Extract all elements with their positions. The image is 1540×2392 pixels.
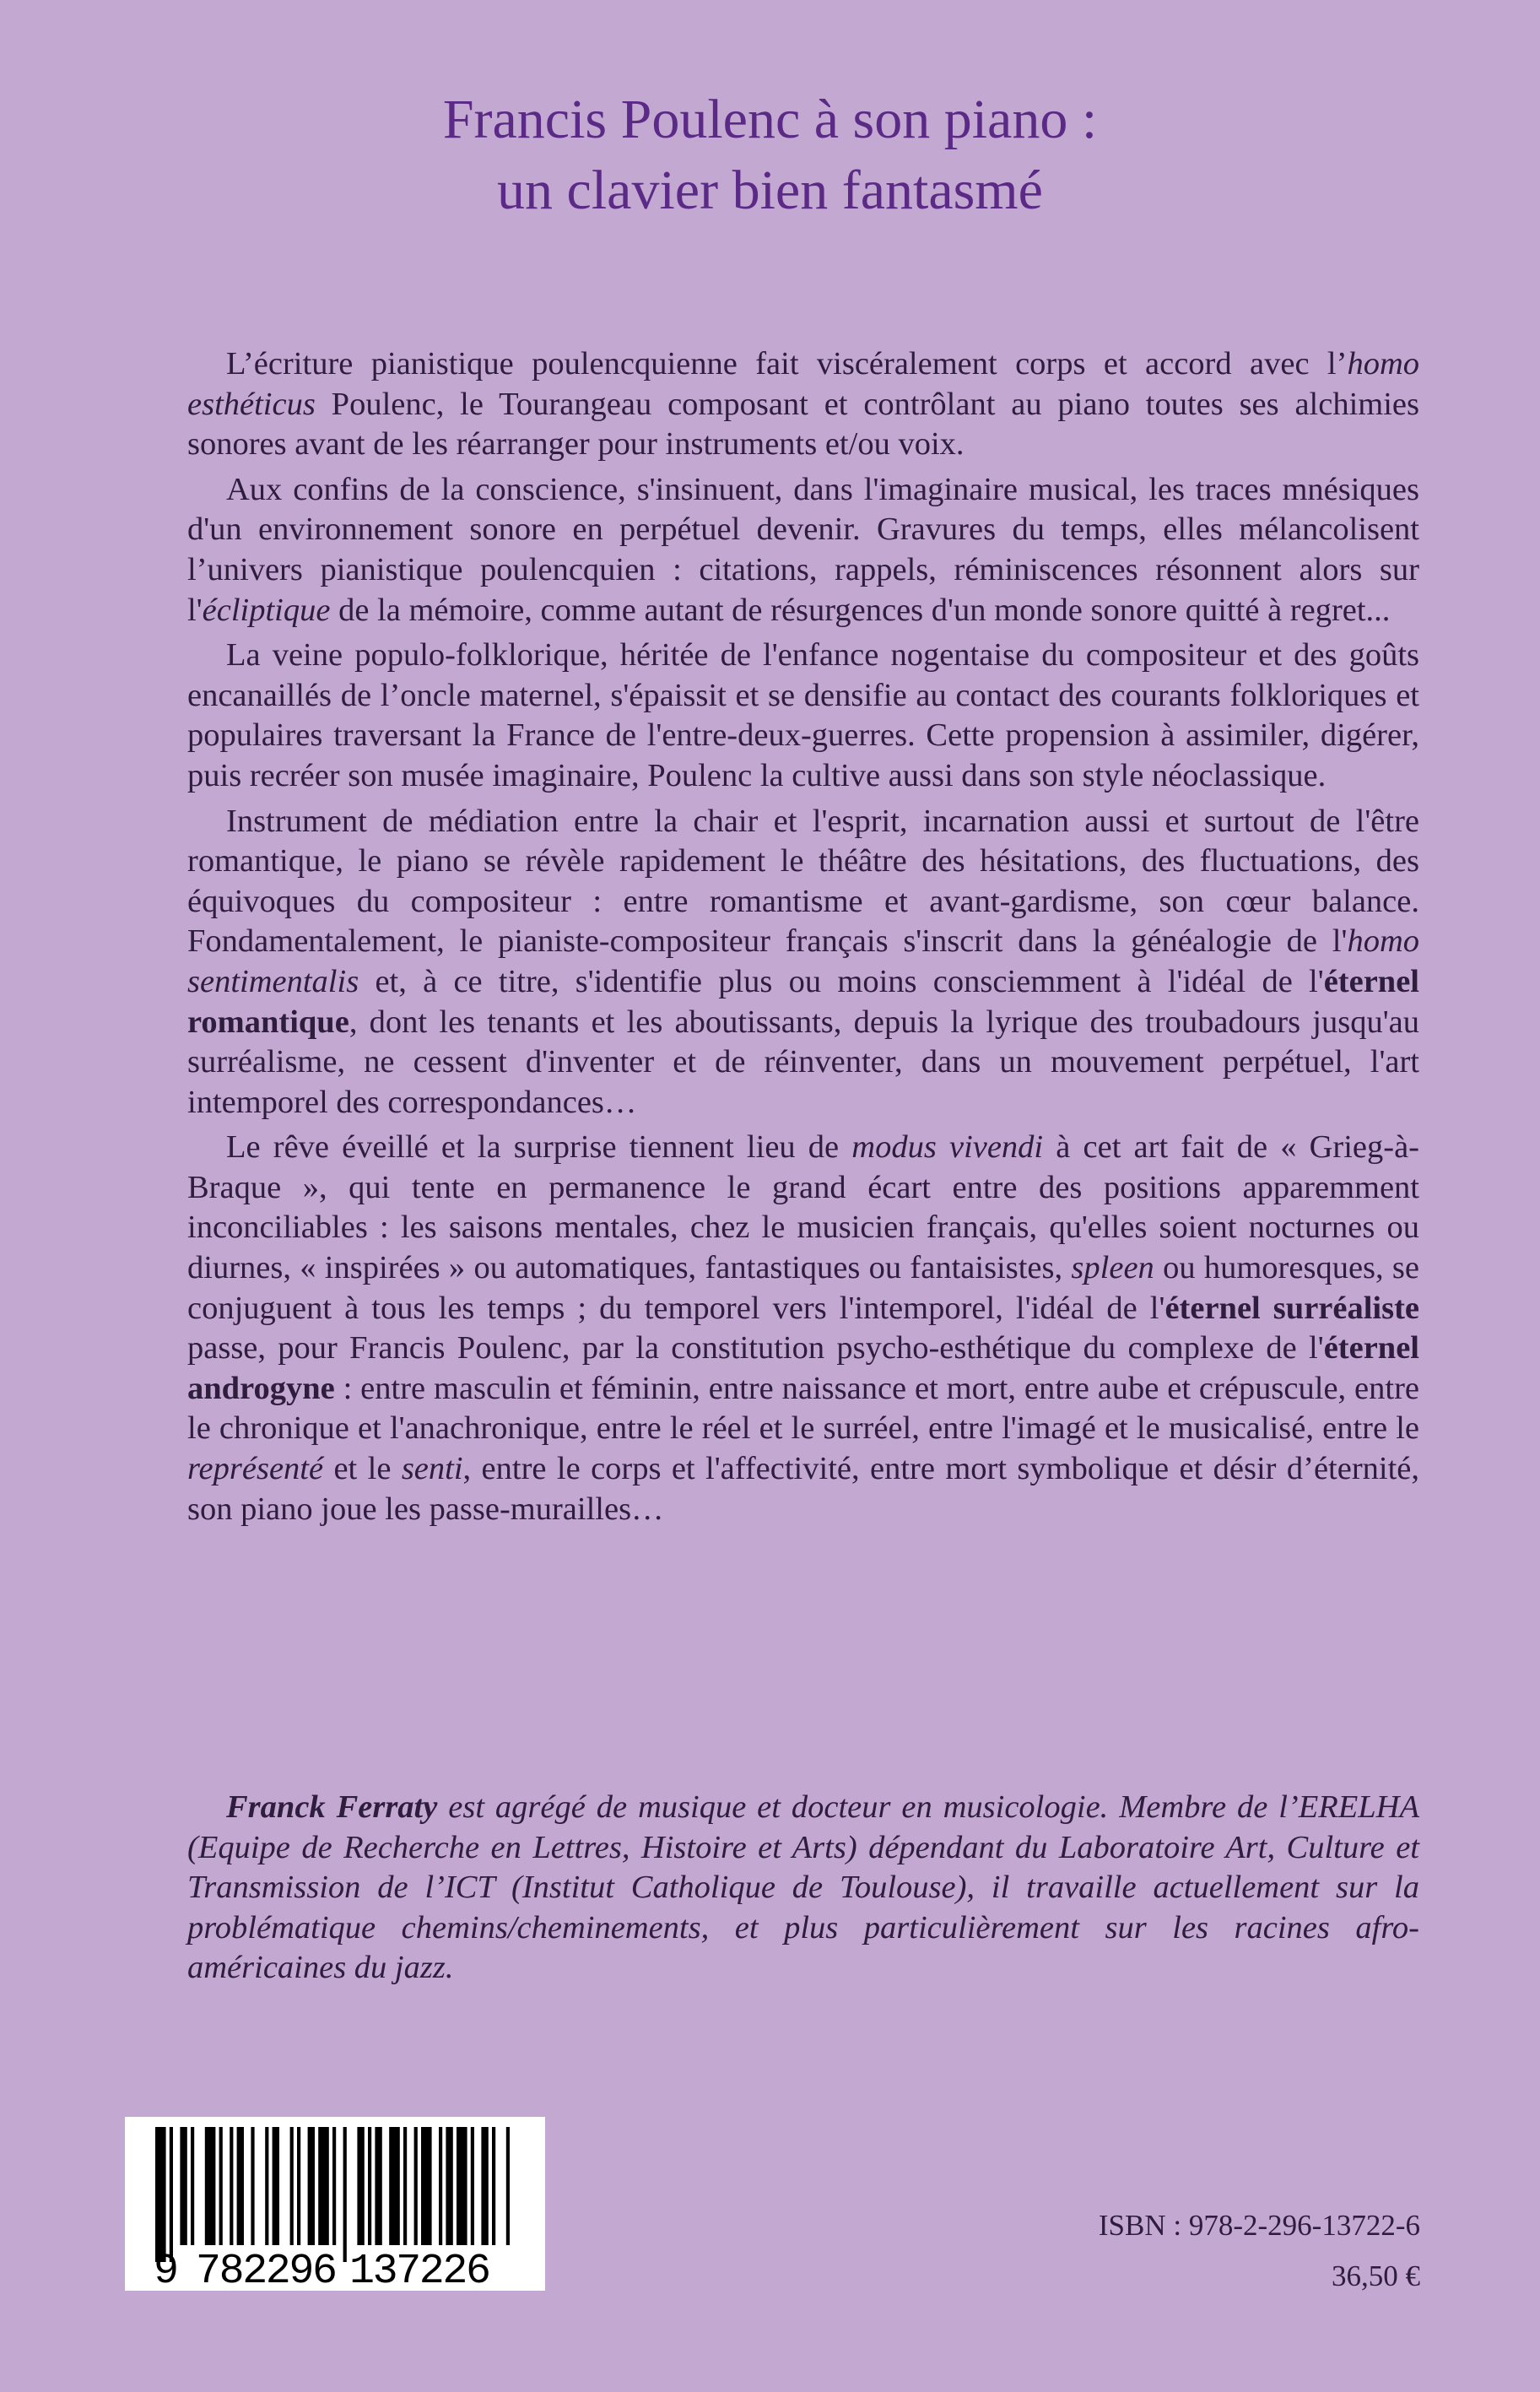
barcode-bar <box>492 2127 495 2245</box>
barcode-bar <box>219 2127 223 2245</box>
blurb-paragraph-4 <box>187 802 1419 1123</box>
barcode-bar <box>265 2127 268 2245</box>
barcode-bar <box>446 2127 452 2245</box>
author-bio <box>187 1788 1419 1989</box>
author-bio-text: est agrégé de musique et docteur en musicologie. Membre de l’ERELHA (Equipe de Recherche en Lettres, Histoire et Arts) dépendant du Laboratoire Art, Culture et Transmission de l’ICT (Institut Catholique de Toulouse), il travaille actuellement sur la problématique chemins/cheminements, et plus particulièrement sur les racines afro-américaines du jazz. <box>187 1789 1419 1986</box>
barcode-digits-group-1: 782296 <box>196 2248 338 2291</box>
blurb-paragraph-5 <box>187 1128 1419 1529</box>
barcode-bar <box>251 2127 254 2245</box>
barcode-bar <box>357 2127 364 2245</box>
barcode-bar <box>375 2127 381 2245</box>
barcode <box>125 2117 545 2291</box>
barcode-bar <box>297 2127 300 2245</box>
text-run: de la mémoire, comme autant de résurgences d'un monde sonore quitté à regret... <box>330 592 1391 628</box>
text-run: et le <box>323 1451 402 1487</box>
barcode-bar <box>457 2127 467 2245</box>
bold-run: éternel surréaliste <box>1164 1290 1419 1326</box>
barcode-bar <box>180 2127 186 2245</box>
barcode-bar <box>421 2127 432 2245</box>
barcode-bar <box>332 2127 336 2245</box>
barcode-bar <box>237 2127 244 2245</box>
italic-run: homo esthéticus <box>187 346 1419 422</box>
text-run: et, à ce titre, s'identifie plus ou moins consciemment à l'idéal de l' <box>359 963 1324 999</box>
italic-run: senti <box>401 1451 463 1487</box>
barcode-first-digit: 9 <box>154 2248 180 2291</box>
barcode-digits-group-2: 137226 <box>349 2248 491 2291</box>
bold-run: éternel androgyne <box>187 1330 1419 1406</box>
barcode-bar <box>205 2127 216 2245</box>
text-run: Poulenc, le Tourangeau composant et contrôlant au piano toutes ses alchimies sonores avant de les réarranger pour instruments et/ou voix. <box>187 386 1419 463</box>
barcode-bar <box>273 2127 279 2245</box>
text-run: ou humoresques, se conjuguent à tous les temps ; du temporel vers l'intemporel, l'idéal de l' <box>187 1250 1420 1326</box>
barcode-bar <box>308 2127 315 2245</box>
barcode-bar <box>155 2127 166 2262</box>
barcode-bar <box>191 2127 194 2245</box>
author-name: Franck Ferraty <box>226 1789 438 1825</box>
price-label: 36,50 € <box>1332 2259 1420 2292</box>
italic-run: spleen <box>1071 1250 1154 1286</box>
barcode-bar <box>230 2127 233 2245</box>
barcode-bar <box>343 2127 347 2262</box>
blurb <box>187 344 1419 1534</box>
barcode-bar <box>506 2127 510 2245</box>
italic-run: écliptique <box>202 592 331 628</box>
book-title <box>0 84 1540 226</box>
title-line-1: Francis Poulenc à son piano : <box>442 89 1098 150</box>
italic-run: représenté <box>187 1451 324 1487</box>
barcode-bar <box>368 2127 371 2245</box>
barcode-bar <box>414 2127 418 2245</box>
blurb-paragraph-1 <box>187 344 1419 465</box>
isbn-label: ISBN : 978-2-296-13722-6 <box>1098 2209 1420 2242</box>
text-run: Aux confins de la conscience, s'insinuent, dans l'imaginaire musical, les traces mnésiques d'un environnement sonore en perpétuel devenir. Gravures du temps, elles mélancolisent l’univers pianistique poulencquien : citations, rappels, réminiscences résonnent alors sur l' <box>187 471 1419 628</box>
title-line-2: un clavier bien fantasmé <box>497 160 1043 221</box>
barcode-bar <box>389 2127 400 2245</box>
bold-run: éternel romantique <box>187 963 1419 1040</box>
barcode-bar <box>481 2127 488 2245</box>
barcode-bar <box>439 2127 442 2245</box>
italic-run: homo sentimentalis <box>187 923 1419 999</box>
text-run: , entre le corps et l'affectivité, entre mort symbolique et désir d’éternité, son piano joue les passe-murailles… <box>187 1451 1420 1527</box>
italic-run: modus vivendi <box>851 1129 1044 1166</box>
text-run: à cet art fait de « Grieg-à-Braque », qui tente en permanence le grand écart entre des positions apparemment inconciliables : les saisons mentales, chez le musicien français, qu'elles soient nocturnes ou diurnes, « inspirées » ou automatiques, fantastiques ou fantaisistes, <box>187 1129 1419 1286</box>
barcode-graphic <box>125 2117 545 2291</box>
text-run: Le rêve éveillé et la surprise tiennent lieu de <box>226 1129 852 1166</box>
blurb-paragraph-3: La veine populo-folklorique, héritée de l'enfance nogentaise du compositeur et des goûts encanaillés de l’oncle maternel, s'épaissit et se densifie au contact des courants folkloriques et populaires traversant la France de l'entre-deux-guerres. Cette propension à assimiler, digérer, puis recréer son musée imaginaire, Poulenc la cultive aussi dans son style néoclassique. <box>187 637 1419 793</box>
blurb-paragraph-2 <box>187 470 1419 630</box>
text-run: , dont les tenants et les aboutissants, depuis la lyrique des troubadours jusqu'au surréalisme, ne cessent d'inventer et de réinventer, dans un mouvement perpétuel, l'art intemporel des correspondances… <box>187 1004 1419 1120</box>
barcode-bar <box>290 2127 294 2245</box>
text-run: L’écriture pianistique poulencquienne fait viscéralement corps et accord avec l’ <box>226 346 1348 382</box>
text-run: Instrument de médiation entre la chair et l'esprit, incarnation aussi et surtout de l'être romantique, le piano se révèle rapidement le théâtre des hésitations, des fluctuations, des équivoques du compositeur : entre romantisme et avant-gardisme, son cœur balance. Fondamentalement, le pianiste-compositeur français s'inscrit dans la généalogie de l' <box>187 803 1419 960</box>
author-bio-paragraph <box>187 1788 1419 1989</box>
text-run: : entre masculin et féminin, entre naissance et mort, entre aube et crépuscule, entre le chronique et l'anachronique, entre le réel et le surréel, entre l'imagé et le musicalisé, entre le <box>187 1370 1419 1447</box>
barcode-bars <box>155 2127 510 2262</box>
barcode-bar <box>471 2127 474 2245</box>
barcode-bar <box>170 2127 173 2262</box>
text-run: passe, pour Francis Poulenc, par la constitution psycho-esthétique du complexe de l' <box>187 1330 1324 1366</box>
barcode-bar <box>403 2127 407 2245</box>
barcode-bar <box>318 2127 329 2245</box>
